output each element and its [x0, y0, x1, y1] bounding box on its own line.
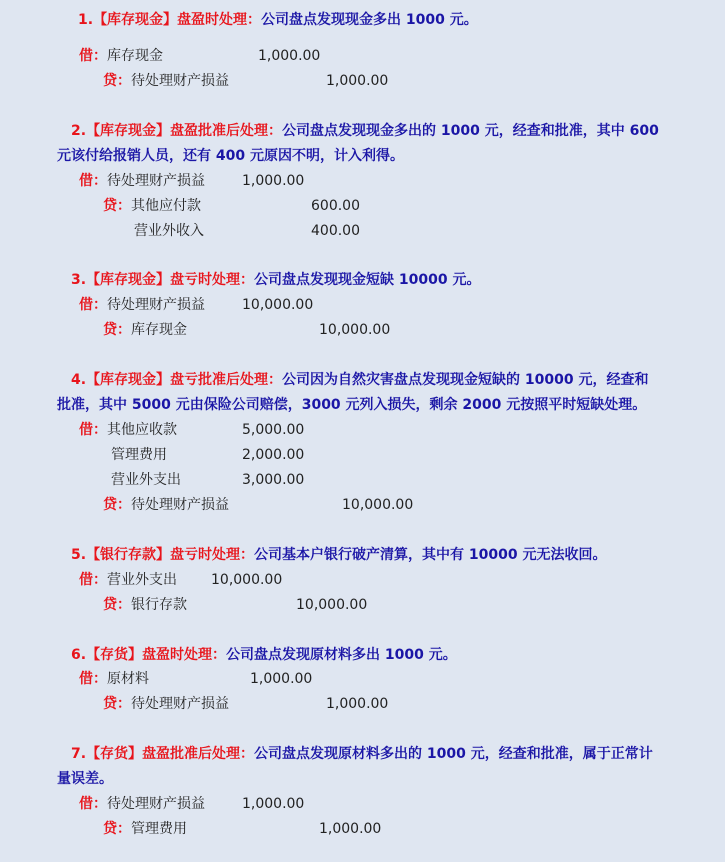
credit-label: 贷： [103, 198, 131, 214]
section-5-heading [71, 543, 607, 567]
credit-label: 贷： [103, 821, 131, 837]
account-name: 营业外支出 [111, 472, 181, 488]
account-name: 管理费用 [111, 447, 167, 463]
account-name: 待处理财产损益 [131, 497, 229, 513]
account-name: 其他应付款 [131, 198, 201, 214]
amount: 5,000.00 [242, 422, 305, 438]
section-desc: 公司盘点发现原材料多出 1000 元。 [226, 647, 457, 663]
account-name: 管理费用 [131, 821, 187, 837]
account-name: 库存现金 [131, 322, 187, 338]
section-1-heading [78, 8, 478, 32]
section-action: 盘盈时处理： [177, 12, 262, 28]
section-number: 7. [71, 746, 87, 762]
section-number: 2. [71, 123, 87, 139]
account-name: 待处理财产损益 [131, 696, 229, 712]
entry-line [103, 71, 229, 91]
section-tag: 【库存现金】 [86, 272, 171, 288]
section-number: 3. [71, 272, 87, 288]
credit-label: 贷： [103, 696, 131, 712]
account-name: 待处理财产损益 [107, 297, 205, 313]
section-number: 6. [71, 647, 87, 663]
account-name: 营业外支出 [107, 572, 177, 588]
debit-label: 借： [79, 48, 107, 64]
section-tag: 【存货】 [86, 746, 143, 762]
debit-label: 借： [79, 671, 107, 687]
section-desc-continued: 批准，其中 5000 元由保险公司赔偿，3000 元列入损失，剩余 2000 元按照平时短缺处理。 [57, 397, 647, 413]
amount: 10,000.00 [242, 297, 314, 313]
entry-line [134, 221, 204, 241]
section-tag: 【存货】 [86, 647, 143, 663]
credit-label: 贷： [103, 73, 131, 89]
section-action: 盘亏时处理： [170, 272, 255, 288]
entry-line [79, 669, 149, 689]
amount: 400.00 [311, 223, 360, 239]
section-4-heading [71, 368, 649, 392]
section-desc: 公司盘点发现现金短缺 10000 元。 [254, 272, 481, 288]
section-6-heading [71, 643, 457, 667]
section-tag: 【库存现金】 [86, 372, 171, 388]
credit-label: 贷： [103, 322, 131, 338]
entry-line [79, 794, 205, 814]
amount: 3,000.00 [242, 472, 305, 488]
section-action: 盘盈时处理： [142, 647, 227, 663]
section-desc-continued: 元该付给报销人员，还有 400 元原因不明，计入利得。 [57, 148, 404, 164]
section-desc-continued: 量误差。 [57, 771, 113, 787]
account-name: 银行存款 [131, 597, 187, 613]
section-tag: 【库存现金】 [86, 123, 171, 139]
amount: 1,000.00 [258, 48, 321, 64]
credit-label: 贷： [103, 597, 131, 613]
account-name: 待处理财产损益 [107, 173, 205, 189]
section-action: 盘盈批准后处理： [170, 123, 283, 139]
entry-line [79, 570, 177, 590]
entry-line [103, 595, 187, 615]
amount: 10,000.00 [342, 497, 414, 513]
section-desc: 公司盘点发现现金多出的 1000 元，经查和批准，其中 600 [282, 123, 659, 139]
entry-line [103, 196, 201, 216]
amount: 10,000.00 [296, 597, 368, 613]
section-desc: 公司盘点发现原材料多出的 1000 元，经查和批准，属于正常计 [254, 746, 653, 762]
section-desc: 公司因为自然灾害盘点发现现金短缺的 10000 元，经查和 [282, 372, 649, 388]
amount: 1,000.00 [250, 671, 313, 687]
entry-line [103, 320, 187, 340]
section-2-heading [71, 119, 659, 143]
entry-line [103, 694, 229, 714]
section-number: 4. [71, 372, 87, 388]
section-number: 5. [71, 547, 87, 563]
entry-line [103, 495, 229, 515]
entry-line [79, 295, 205, 315]
amount: 1,000.00 [326, 73, 389, 89]
entry-line [79, 171, 205, 191]
account-name: 原材料 [107, 671, 149, 687]
entry-line [103, 819, 187, 839]
amount: 1,000.00 [242, 796, 305, 812]
section-action: 盘亏时处理： [170, 547, 255, 563]
section-action: 盘盈批准后处理： [142, 746, 255, 762]
entry-line [111, 445, 167, 465]
account-name: 待处理财产损益 [107, 796, 205, 812]
entry-line [79, 46, 163, 66]
account-name: 其他应收款 [107, 422, 177, 438]
entry-line [79, 420, 177, 440]
amount: 10,000.00 [211, 572, 283, 588]
debit-label: 借： [79, 173, 107, 189]
section-desc: 公司基本户银行破产清算，其中有 10000 元无法收回。 [254, 547, 607, 563]
section-3-heading [71, 268, 481, 292]
account-name: 库存现金 [107, 48, 163, 64]
section-tag: 【库存现金】 [93, 12, 178, 28]
amount: 600.00 [311, 198, 360, 214]
amount: 1,000.00 [326, 696, 389, 712]
section-7-heading [71, 742, 653, 766]
credit-label: 贷： [103, 497, 131, 513]
section-number: 1. [78, 12, 94, 28]
debit-label: 借： [79, 796, 107, 812]
amount: 2,000.00 [242, 447, 305, 463]
section-action: 盘亏批准后处理： [170, 372, 283, 388]
section-desc: 公司盘点发现现金多出 1000 元。 [261, 12, 478, 28]
debit-label: 借： [79, 297, 107, 313]
account-name: 待处理财产损益 [131, 73, 229, 89]
debit-label: 借： [79, 422, 107, 438]
entry-line [111, 470, 181, 490]
section-tag: 【银行存款】 [86, 547, 171, 563]
debit-label: 借： [79, 572, 107, 588]
amount: 1,000.00 [319, 821, 382, 837]
amount: 10,000.00 [319, 322, 391, 338]
amount: 1,000.00 [242, 173, 305, 189]
account-name: 营业外收入 [134, 223, 204, 239]
